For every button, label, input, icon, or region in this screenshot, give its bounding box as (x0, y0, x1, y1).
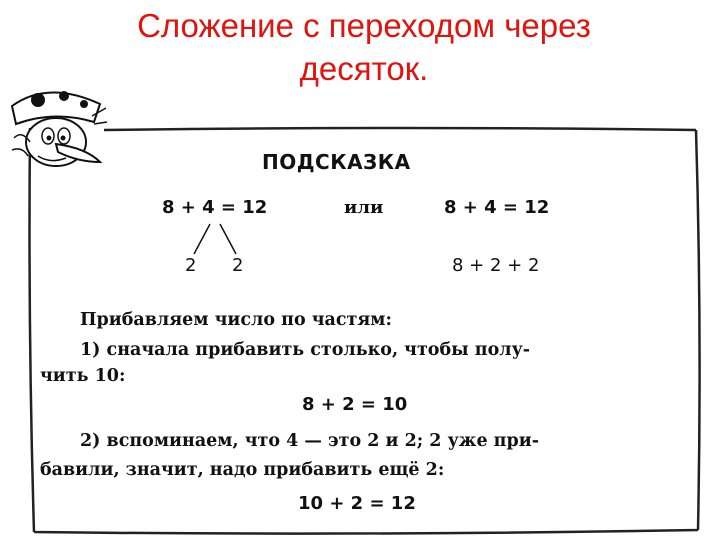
title-line-2: десяток. (299, 50, 429, 87)
rule-intro: Прибавляем число по частям: (80, 310, 392, 330)
title-line-1: Сложение с переходом через (137, 7, 591, 44)
or-word: или (344, 197, 384, 218)
step2-line2: бавили, значит, надо прибавить ещё 2: (40, 460, 445, 480)
split-lines (194, 224, 236, 254)
step2-equation: 10 + 2 = 12 (298, 493, 416, 514)
hint-heading: ПОДСКАЗКА (262, 150, 411, 174)
expanded-expression: 8 + 2 + 2 (452, 255, 540, 276)
step2-line1: 2) вспоминаем, что 4 — это 2 и 2; 2 уже при- (80, 431, 539, 451)
step1-line1: 1) сначала прибавить столько, чтобы полу- (80, 340, 531, 360)
example-equation-left: 8 + 4 = 12 (162, 197, 268, 218)
split-part-right: 2 (232, 255, 244, 276)
mushroom-character-icon (8, 86, 108, 172)
example-equation-right: 8 + 4 = 12 (444, 197, 550, 218)
step1-line2: чить 10: (40, 366, 126, 386)
step1-equation: 8 + 2 = 10 (302, 394, 408, 415)
split-part-left: 2 (185, 255, 197, 276)
